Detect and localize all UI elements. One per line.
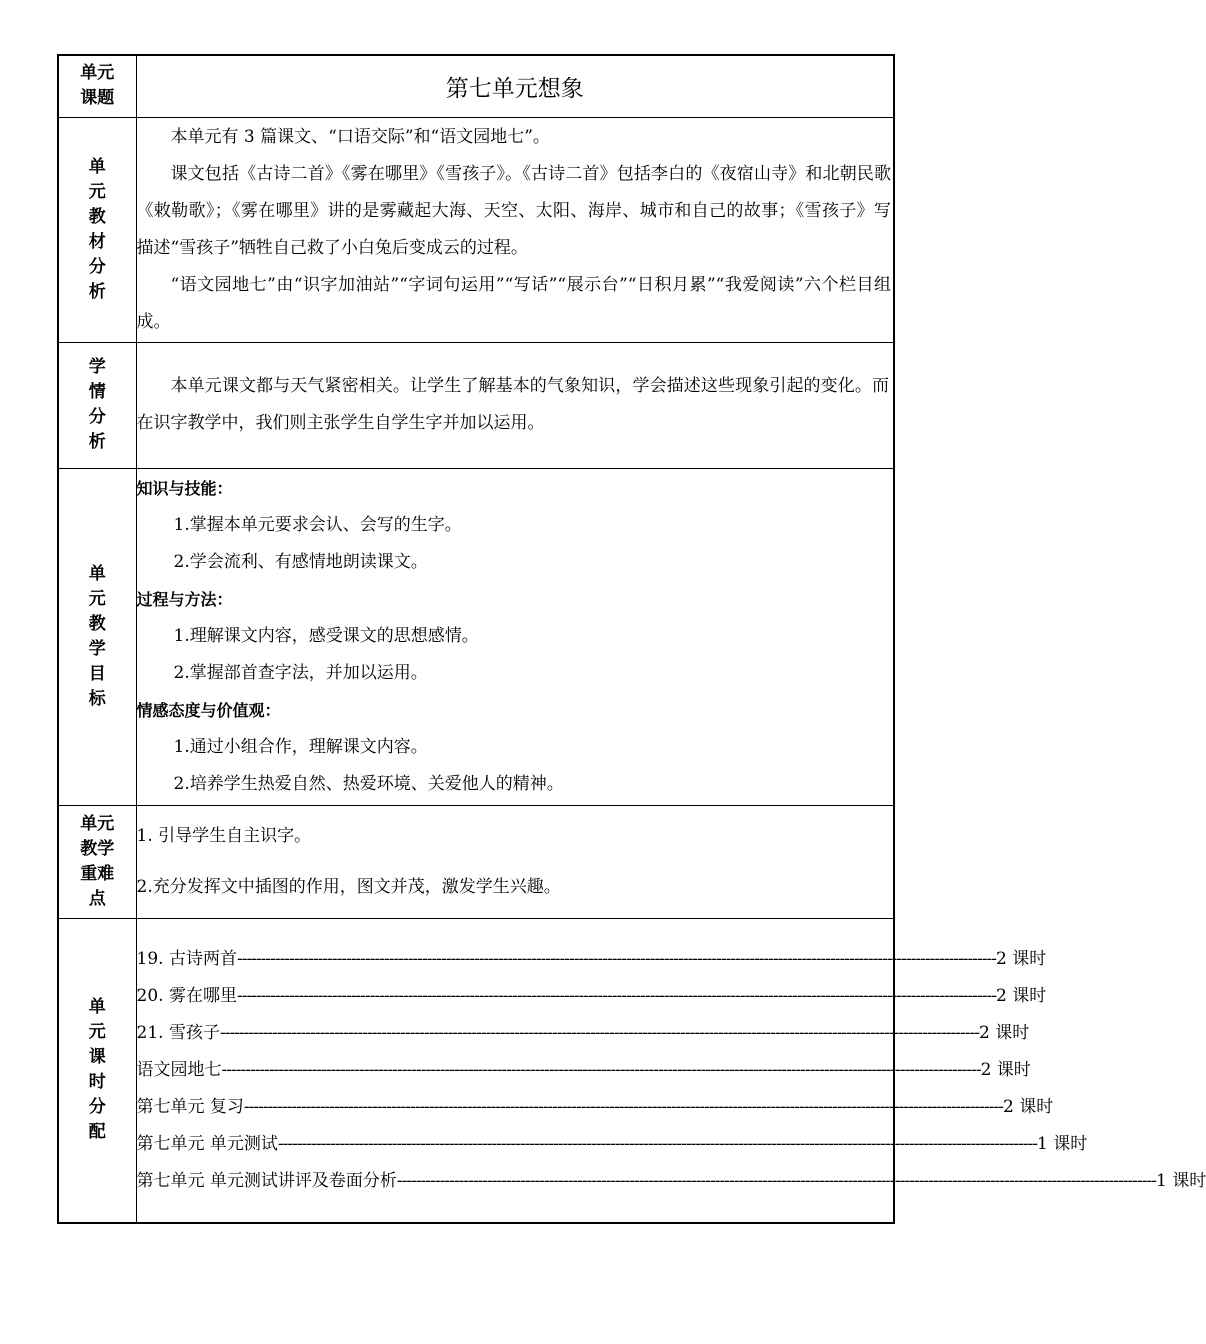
label-schedule	[58, 918, 136, 1223]
label-line: 教学	[80, 838, 115, 859]
leader-dashes: ----------------------------------------------------------------------------------------------------------------------------------------------------------------	[236, 948, 997, 969]
leader-dashes: ----------------------------------------------------------------------------------------------------------------------------------------------------------------	[243, 1096, 1003, 1117]
material-paragraph: “语文园地七”由“识字加油站”“字词句运用”“写话”“展示台”“日积月累”“我爱阅读”六个栏目组成。	[136, 274, 891, 332]
label-char: 标	[88, 688, 106, 709]
material-paragraph: 课文包括《古诗二首》《雾在哪里》《雪孩子》。《古诗二首》包括李白的《夜宿山寺》和北朝民歌《敕勒歌》；《雾在哪里》讲的是雾藏起大海、天空、太阳、海岸、城市和自己的故事；《雪孩子》写描述“雪孩子”牺牲自己救了小白兔后变成云的过程。	[136, 163, 891, 258]
schedule-row	[136, 1089, 1054, 1126]
label-char: 分	[88, 407, 106, 427]
leader-dashes: ----------------------------------------------------------------------------------------------------------------------------------------------------------------	[236, 985, 997, 1006]
label-char: 单	[88, 563, 106, 584]
schedule-hours: 2 课时	[1002, 1096, 1054, 1117]
row-key-points	[58, 805, 894, 918]
schedule-hours: 2 课时	[980, 1059, 1031, 1080]
row-material-analysis	[58, 117, 894, 342]
unit-plan-table	[57, 54, 1206, 1224]
label-line: 点	[88, 888, 106, 909]
schedule-hours: 2 课时	[996, 985, 1047, 1006]
key-points-content	[136, 805, 894, 918]
schedule-lesson: 第七单元 复习	[136, 1096, 244, 1117]
goal-item: 1.通过小组合作，理解课文内容。	[173, 737, 428, 757]
leader-dashes: ----------------------------------------------------------------------------------------------------------------------------------------------------------------	[219, 1022, 980, 1043]
label-char: 时	[88, 1072, 106, 1093]
label-char: 单	[88, 997, 106, 1018]
leader-dashes: ----------------------------------------------------------------------------------------------------------------------------------------------------------------	[221, 1059, 981, 1080]
label-char: 教	[88, 206, 106, 227]
schedule-hours: 2 课时	[996, 948, 1047, 969]
teaching-goals-content	[136, 468, 894, 805]
label-char: 元	[88, 1022, 106, 1043]
schedule-row	[136, 1163, 1206, 1200]
goal-item: 1.理解课文内容，感受课文的思想感情。	[173, 626, 479, 646]
schedule-lesson: 第七单元 单元测试讲评及卷面分析	[136, 1170, 397, 1191]
learner-paragraph: 本单元课文都与天气紧密相关。让学生了解基本的气象知识，学会描述这些现象引起的变化。而在识字教学中，我们则主张学生自学生字并加以运用。	[136, 376, 889, 433]
schedule-lesson: 21. 雪孩子	[136, 1022, 220, 1043]
leader-dashes: ----------------------------------------------------------------------------------------------------------------------------------------------------------------	[396, 1170, 1156, 1191]
schedule-lesson: 19. 古诗两首	[136, 948, 237, 969]
label-line: 重难	[80, 863, 115, 884]
schedule-row	[136, 978, 1047, 1015]
label-learner-analysis	[58, 342, 136, 468]
label-char: 元	[88, 181, 106, 202]
schedule-lesson: 第七单元 单元测试	[136, 1133, 278, 1154]
leader-dashes: ----------------------------------------------------------------------------------------------------------------------------------------------------------------	[277, 1133, 1037, 1154]
label-char: 配	[88, 1122, 106, 1143]
row-unit-title	[58, 55, 894, 117]
label-char: 单	[88, 156, 106, 177]
material-paragraph: 本单元有 3 篇课文、“口语交际”和“语文园地七”。	[170, 126, 550, 147]
unit-title-value: 第七单元想象	[136, 55, 894, 117]
key-point-item: 1. 引导学生自主识字。	[136, 825, 312, 846]
label-char: 课	[88, 1047, 106, 1068]
row-learner-analysis	[58, 342, 894, 468]
schedule-lesson: 20. 雾在哪里	[136, 985, 237, 1006]
label-char: 情	[88, 382, 106, 402]
schedule-lesson: 语文园地七	[136, 1059, 222, 1080]
label-teaching-goals	[58, 468, 136, 805]
label-char: 教	[88, 613, 106, 634]
schedule-hours: 2 课时	[979, 1022, 1030, 1043]
label-line: 单元	[80, 813, 115, 834]
schedule-row	[136, 941, 1047, 978]
goal-item: 1.掌握本单元要求会认、会写的生字。	[173, 515, 462, 535]
label-unit-title	[58, 55, 136, 117]
learner-analysis-content	[136, 342, 894, 468]
schedule-hours: 1 课时	[1155, 1170, 1206, 1191]
lesson-plan-sheet	[57, 54, 1206, 1224]
material-analysis-content	[136, 117, 894, 342]
schedule-row	[136, 1126, 1088, 1163]
label-line: 课题	[80, 88, 115, 109]
label-key-points	[58, 805, 136, 918]
schedule-row	[136, 1052, 1031, 1089]
row-schedule	[58, 918, 894, 1223]
label-char: 分	[88, 1097, 106, 1118]
label-line: 单元	[80, 63, 115, 84]
label-char: 析	[88, 432, 106, 452]
schedule-content	[136, 918, 1206, 1223]
label-char: 析	[88, 281, 106, 302]
label-char: 学	[88, 638, 106, 659]
goal-heading: 知识与技能：	[136, 479, 233, 498]
goal-item: 2.掌握部首查字法，并加以运用。	[173, 663, 428, 683]
label-material-analysis	[58, 117, 136, 342]
row-teaching-goals	[58, 468, 894, 805]
key-point-item: 2.充分发挥文中插图的作用，图文并茂，激发学生兴趣。	[136, 876, 561, 897]
label-char: 学	[88, 357, 106, 377]
goal-heading: 情感态度与价值观：	[136, 701, 281, 720]
goal-item: 2.学会流利、有感情地朗读课文。	[173, 552, 428, 572]
schedule-hours: 1 课时	[1036, 1133, 1088, 1154]
goal-heading: 过程与方法：	[136, 590, 233, 609]
label-char: 目	[88, 663, 106, 684]
label-char: 材	[88, 231, 106, 252]
schedule-row	[136, 1015, 1030, 1052]
label-char: 元	[88, 588, 106, 609]
goal-item: 2.培养学生热爱自然、热爱环境、关爱他人的精神。	[173, 774, 564, 794]
label-char: 分	[88, 256, 106, 277]
